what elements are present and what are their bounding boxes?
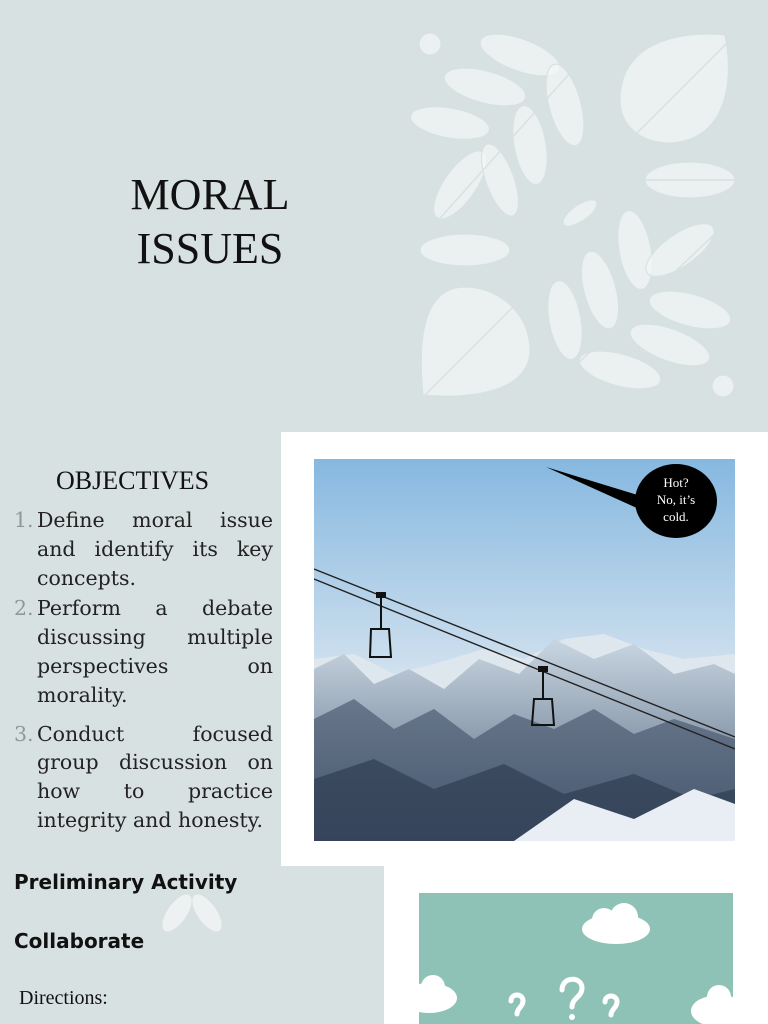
title-line-2: ISSUES <box>136 224 284 273</box>
objective-number: 2. <box>14 596 34 621</box>
objective-item-2 <box>14 594 273 709</box>
bubble-line-2: No, it’s <box>656 492 696 507</box>
objective-item-1 <box>14 506 273 592</box>
speech-bubble-text <box>636 474 716 525</box>
objective-text: Define moral issue and identify its key concepts. <box>37 508 273 590</box>
objective-number: 1. <box>14 508 34 532</box>
small-leaf-decoration <box>155 893 230 933</box>
leaf-decoration <box>405 25 750 405</box>
question-marks-image <box>419 893 733 1024</box>
objective-number: 3. <box>14 721 34 746</box>
objective-text: Perform a debate discussing multiple perspectives on morality. <box>37 596 273 707</box>
title-line-1: MORAL <box>130 170 290 219</box>
objective-text: Conduct focused group discussion on how to practice integrity and honesty. <box>37 721 273 832</box>
bubble-line-1: Hot? <box>663 475 689 490</box>
objectives-heading: OBJECTIVES <box>56 466 210 495</box>
page-title <box>90 168 330 276</box>
directions-label: Directions: <box>19 987 108 1009</box>
objective-item-3 <box>14 720 273 835</box>
collaborate-heading: Collaborate <box>14 929 145 953</box>
objectives-list <box>14 506 273 837</box>
bubble-line-3: cold. <box>663 509 689 524</box>
preliminary-activity-heading: Preliminary Activity <box>14 870 238 894</box>
